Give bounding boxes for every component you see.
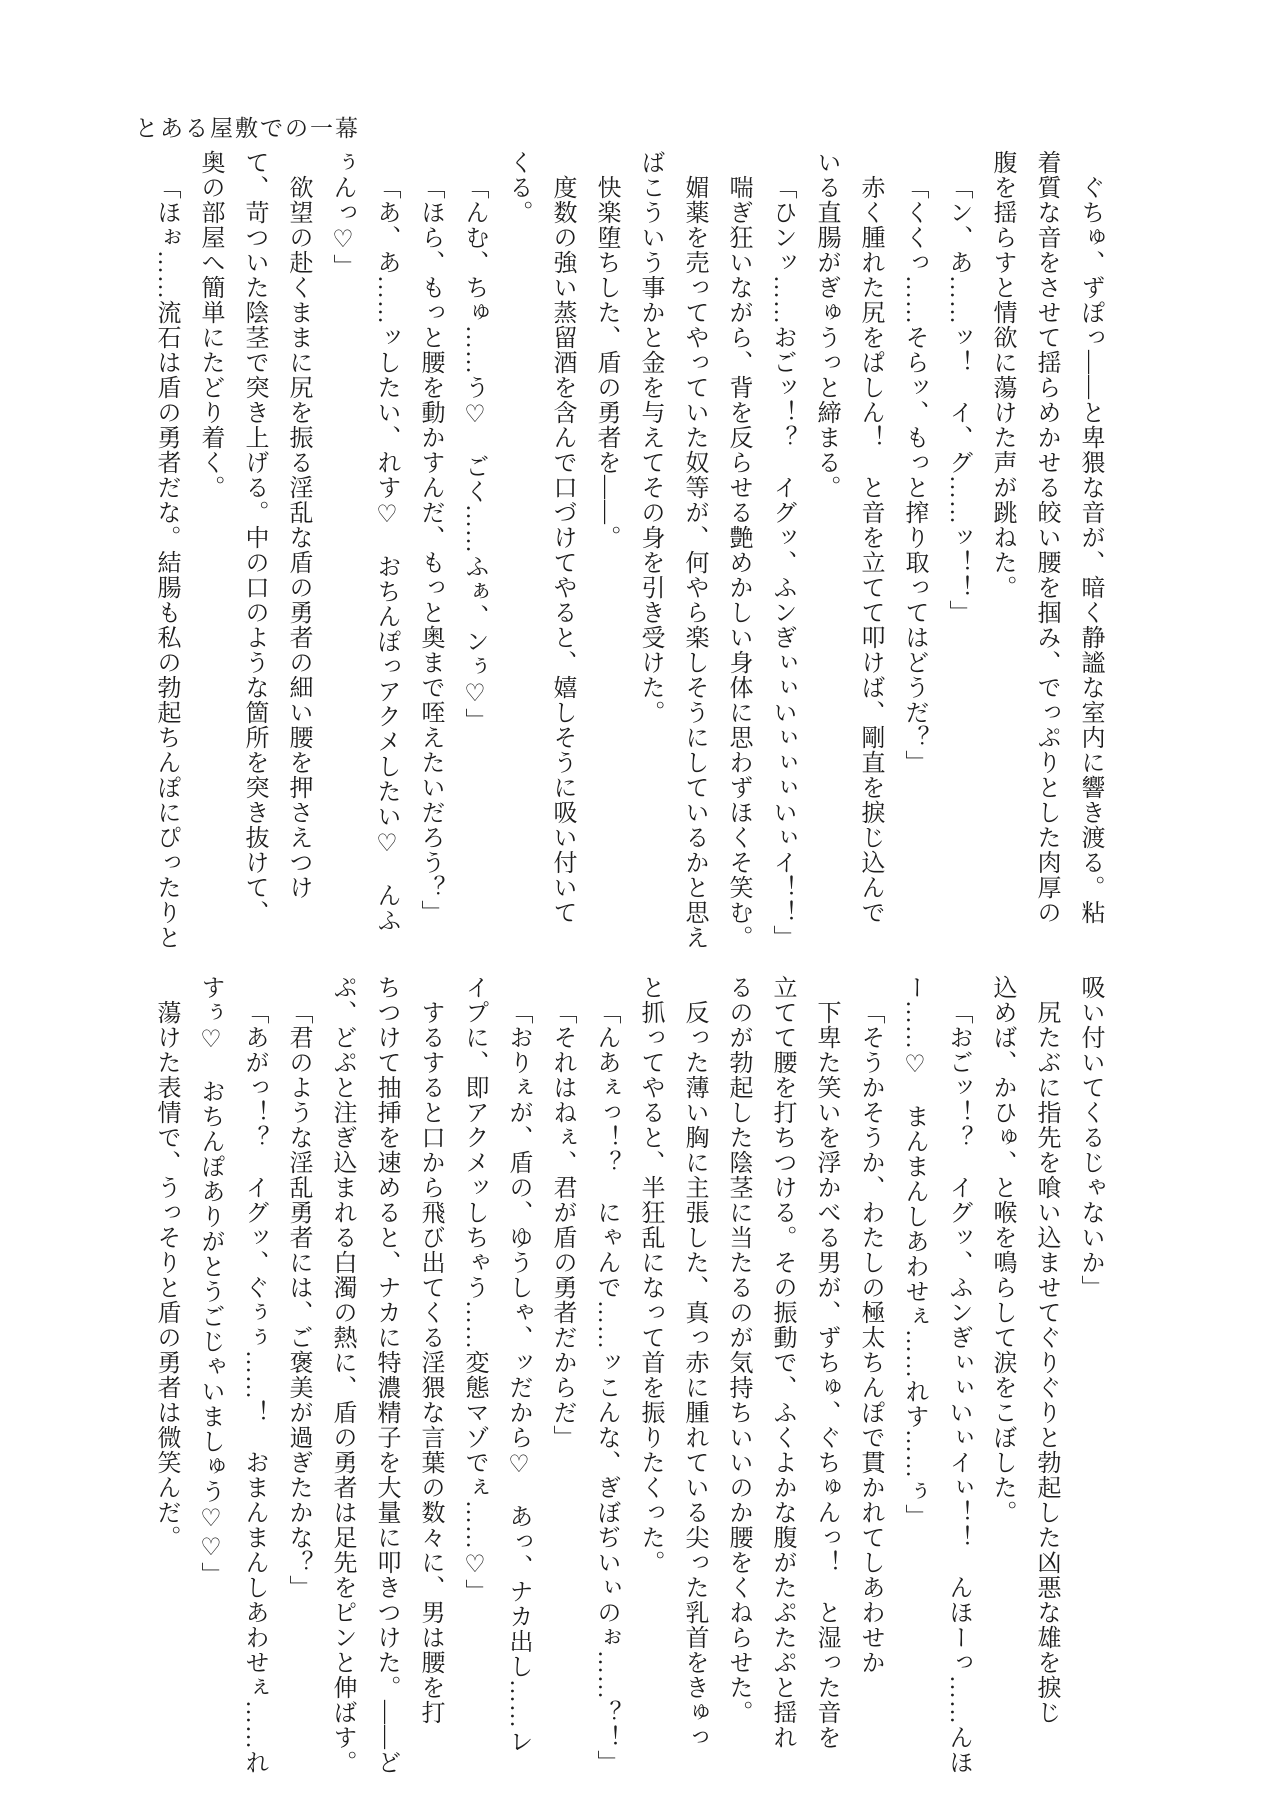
text-line: 「ほぉ……流石は盾の勇者だな。結腸も私の勃起ちんぽにぴったりと [153, 175, 179, 950]
text-line: 「おりぇが、盾の、ゆうしゃ、ッだから♡ あっ、ナカ出し……レ [505, 1000, 531, 1754]
text-line: ばこういう事かと金を与えてその身を引き受けた。 [637, 150, 663, 725]
text-line: 吸い付いてくるじゃないか」 [1077, 975, 1103, 1300]
text-line: 「そうかそうか、わたしの極太ちんぽで貫かれてしあわせか [857, 1000, 883, 1675]
text-line: 下卑た笑いを浮かべる男が、ずちゅ、ぐちゅんっ！ と湿った音を [813, 1000, 839, 1750]
text-line: 「ほら、もっと腰を動かすんだ、もっと奥まで咥えたいだろう？」 [417, 175, 443, 925]
text-line: 反った薄い胸に主張した、真っ赤に腫れている尖った乳首をきゅっ [681, 1000, 707, 1750]
text-line: 「おごッ！？ イグッ、ふンぎぃぃいぃイぃ！！ んほーっ……んほ [945, 1000, 971, 1775]
text-line: 込めば、かひゅ、と喉を鳴らして涙をこぼした。 [989, 975, 1015, 1525]
text-line: 「くくっ……そらッ、もっと搾り取ってはどうだ？」 [901, 175, 927, 775]
text-line: ちつけて抽挿を速めると、ナカに特濃精子を大量に叩きつけた。――ど [373, 975, 399, 1775]
text-line: 立てて腰を打ちつける。その振動で、ふくよかな腹がたぷたぷと揺れ [769, 975, 795, 1750]
text-line: て、苛ついた陰茎で突き上げる。中の口のような箇所を突き抜けて、 [241, 150, 267, 925]
text-line: 喘ぎ狂いながら、背を反らせる艶めかしい身体に思わずほくそ笑む。 [725, 175, 751, 950]
text-line: 「んむ、ちゅ……う♡ ごく……ふぁ、ンぅ♡」 [461, 175, 487, 733]
text-line: 「それはねぇ、君が盾の勇者だからだ」 [549, 1000, 575, 1450]
text-line: 度数の強い蒸留酒を含んで口づけてやると、嬉しそうに吸い付いて [549, 175, 575, 925]
text-line: るのが勃起した陰茎に当たるのが気持ちいいのか腰をくねらせた。 [725, 975, 751, 1725]
text-line: 「ひンッ……おごッ！？ イグッ、ふンぎぃぃいぃぃぃいぃイ！！」 [769, 175, 795, 950]
page-title: とある屋敷での一幕 [135, 116, 360, 141]
text-line: くる。 [505, 150, 531, 225]
text-line: するすると口から飛び出てくる淫猥な言葉の数々に、男は腰を打 [417, 1000, 443, 1725]
text-line: 「あがっ！？ イグッ、ぐぅぅ……！ おまんまんしあわせぇ……れ [241, 1000, 267, 1775]
text-line: 奥の部屋へ簡単にたどり着く。 [197, 150, 223, 500]
text-line: 赤く腫れた尻をぱしん！ と音を立てて叩けば、剛直を捩じ込んで [857, 175, 883, 925]
text-line: すぅ♡ おちんぽありがとうごじゃいましゅう♡♡」 [197, 975, 223, 1587]
text-line: 「あ、あ……ッしたい、れす♡ おちんぽっアクメしたい♡ んふ [373, 175, 399, 933]
text-line: と抓ってやると、半狂乱になって首を振りたくった。 [637, 975, 663, 1575]
text-line: ぷ、どぷと注ぎ込まれる白濁の熱に、盾の勇者は足先をピンと伸ばす。 [329, 975, 355, 1775]
text-band-top [144, 150, 1112, 965]
text-line: 腹を揺らすと情欲に蕩けた声が跳ねた。 [989, 150, 1015, 600]
text-line: 「んあぇっ！？ にゃんで……ッこんな、ぎぼぢいぃのぉ……？！」 [593, 1000, 619, 1775]
text-line: ー……♡ まんまんしあわせぇ……れす……ぅ」 [901, 975, 927, 1529]
text-line: ぐちゅ、ずぽっ――と卑猥な音が、暗く静謐な室内に響き渡る。粘 [1077, 175, 1103, 925]
text-line: イプに、即アクメッしちゃう……変態マゾでぇ……♡」 [461, 975, 487, 1604]
text-line: いる直腸がぎゅうっと締まる。 [813, 150, 839, 500]
text-line: 蕩けた表情で、うっそりと盾の勇者は微笑んだ。 [153, 1000, 179, 1550]
text-line: 欲望の赴くままに尻を振る淫乱な盾の勇者の細い腰を押さえつけ [285, 175, 311, 900]
text-band-bottom [144, 975, 1112, 1805]
text-line: 着質な音をさせて揺らめかせる皎い腰を掴み、でっぷりとした肉厚の [1033, 150, 1059, 925]
text-line: ぅんっ♡」 [329, 150, 355, 279]
text-line: 尻たぶに指先を喰い込ませてぐりぐりと勃起した凶悪な雄を捩じ [1033, 1000, 1059, 1725]
text-line: 「君のような淫乱勇者には、ご褒美が過ぎたかな？」 [285, 1000, 311, 1600]
text-line: 媚薬を売ってやっていた奴等が、何やら楽しそうにしているかと思え [681, 175, 707, 950]
text-line: 「ン、あ……ッ！ イ、グ……ッ！！」 [945, 175, 971, 625]
text-line: 快楽堕ちした、盾の勇者を――。 [593, 175, 619, 550]
